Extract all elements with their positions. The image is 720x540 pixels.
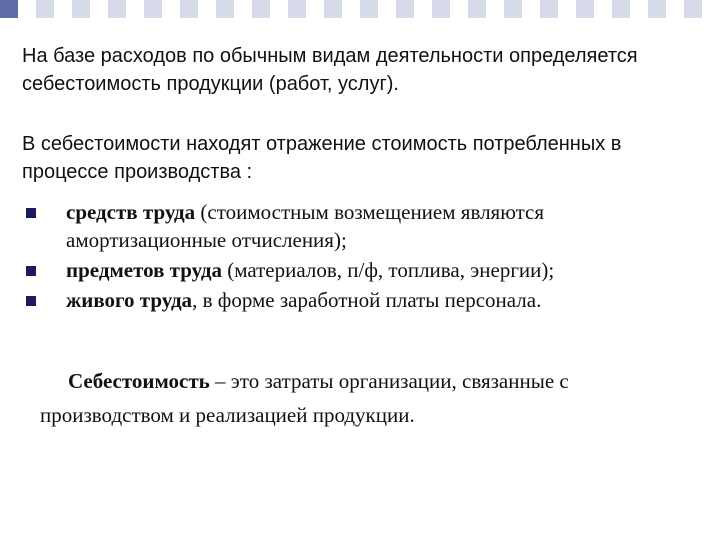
strip-square bbox=[504, 0, 522, 18]
strip-square bbox=[432, 0, 450, 18]
strip-square bbox=[342, 0, 360, 18]
strip-square bbox=[72, 0, 90, 18]
strip-square bbox=[630, 0, 648, 18]
list-item-text: , в форме заработной платы персонала. bbox=[192, 288, 542, 312]
strip-square bbox=[288, 0, 306, 18]
strip-square bbox=[54, 0, 72, 18]
strip-square bbox=[612, 0, 630, 18]
strip-square bbox=[198, 0, 216, 18]
strip-square bbox=[648, 0, 666, 18]
strip-square bbox=[684, 0, 702, 18]
strip-square bbox=[558, 0, 576, 18]
decorative-checker-strip bbox=[0, 0, 720, 18]
strip-square bbox=[144, 0, 162, 18]
strip-square bbox=[270, 0, 288, 18]
strip-square bbox=[180, 0, 198, 18]
strip-square bbox=[162, 0, 180, 18]
strip-square bbox=[360, 0, 378, 18]
reflection-paragraph: В себестоимости находят отражение стоимость потребленных в процессе производства : bbox=[22, 133, 622, 183]
strip-square bbox=[234, 0, 252, 18]
strip-square bbox=[306, 0, 324, 18]
strip-square bbox=[486, 0, 504, 18]
strip-square bbox=[414, 0, 432, 18]
strip-square bbox=[576, 0, 594, 18]
strip-square bbox=[36, 0, 54, 18]
list-item-term: средств труда bbox=[66, 200, 196, 224]
strip-square bbox=[18, 0, 36, 18]
list-item-text: (стоимостным возмещением являются амортизационные отчисления); bbox=[66, 200, 545, 252]
list-item-term: предметов труда bbox=[66, 258, 222, 282]
square-bullet-icon bbox=[26, 296, 36, 306]
strip-square bbox=[90, 0, 108, 18]
strip-square bbox=[594, 0, 612, 18]
list-item bbox=[24, 256, 704, 284]
list-item-term: живого труда bbox=[66, 288, 193, 312]
strip-square bbox=[666, 0, 684, 18]
strip-square bbox=[450, 0, 468, 18]
strip-square bbox=[468, 0, 486, 18]
definition-paragraph bbox=[40, 364, 680, 432]
strip-square bbox=[0, 0, 18, 18]
strip-square bbox=[378, 0, 396, 18]
strip-square bbox=[702, 0, 720, 18]
intro-paragraph: На базе расходов по обычным видам деятельности определяется себестоимость продукции (работ, услуг). bbox=[22, 45, 638, 95]
strip-square bbox=[108, 0, 126, 18]
definition-text: – это затраты организации, связанные с производством и реализацией продукции. bbox=[40, 369, 569, 427]
definition-term: Себестоимость bbox=[68, 369, 210, 393]
strip-square bbox=[396, 0, 414, 18]
strip-square bbox=[216, 0, 234, 18]
strip-square bbox=[522, 0, 540, 18]
list-item-text: (материалов, п/ф, топлива, энергии); bbox=[221, 258, 555, 282]
strip-square bbox=[540, 0, 558, 18]
strip-square bbox=[126, 0, 144, 18]
strip-square bbox=[252, 0, 270, 18]
square-bullet-icon bbox=[26, 208, 36, 218]
list-item bbox=[24, 286, 704, 314]
square-bullet-icon bbox=[26, 266, 36, 276]
cost-components-list bbox=[24, 198, 704, 316]
list-item bbox=[24, 198, 704, 254]
strip-square bbox=[324, 0, 342, 18]
